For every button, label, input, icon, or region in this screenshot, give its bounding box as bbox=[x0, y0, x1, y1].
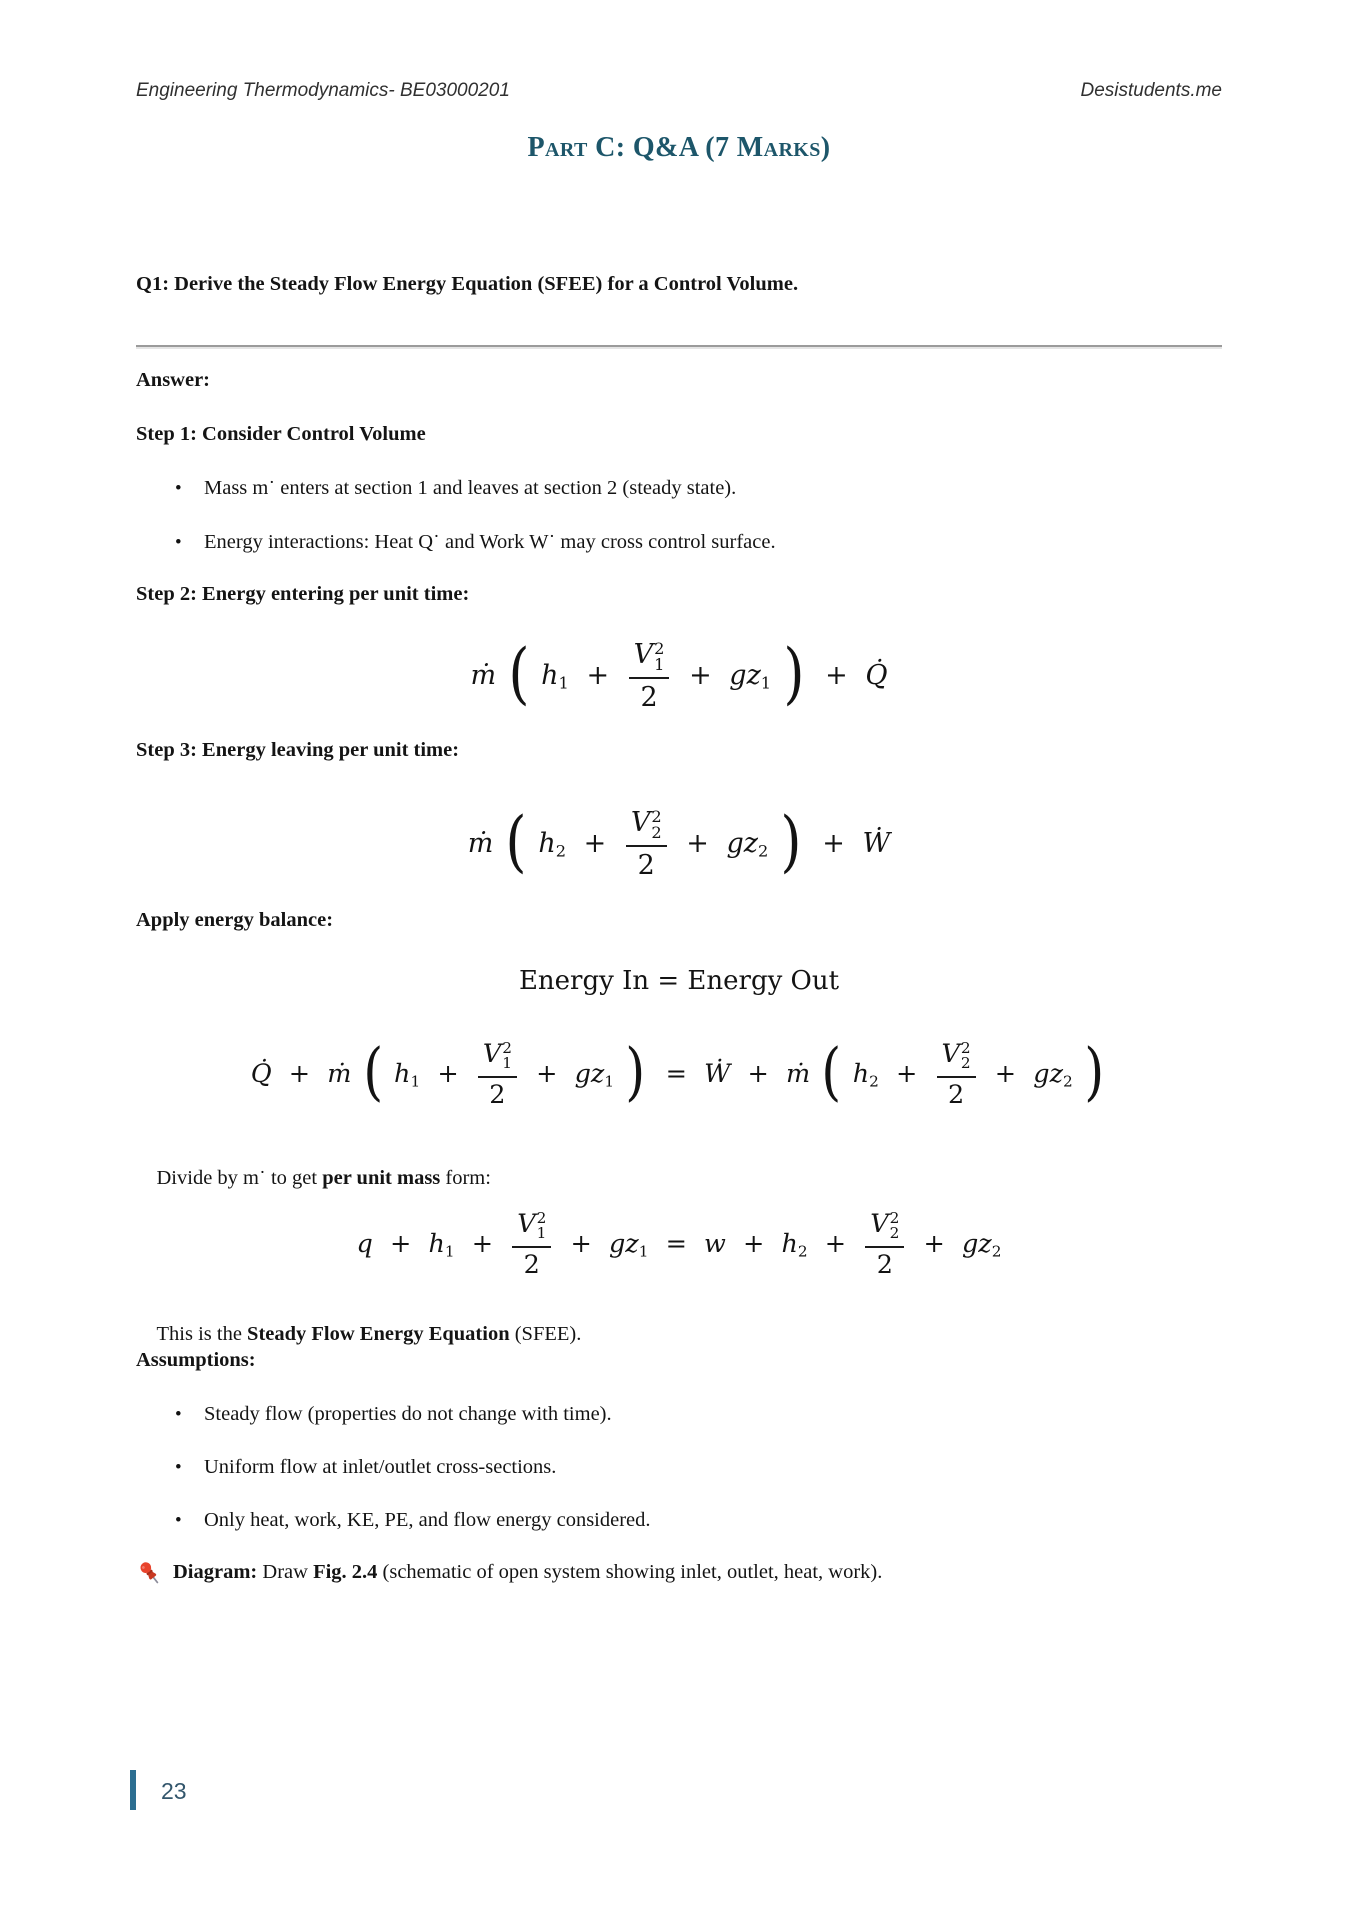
bullet-text: Steady flow (properties do not change with time). bbox=[204, 1403, 612, 1425]
math-operator: + bbox=[822, 828, 845, 859]
fraction bbox=[937, 1040, 976, 1110]
math-symbol: w bbox=[704, 1229, 726, 1259]
fraction bbox=[626, 807, 667, 881]
fraction bbox=[512, 1210, 551, 1280]
math-operator: + bbox=[742, 1229, 765, 1259]
apply-balance-heading: Apply energy balance: bbox=[136, 909, 334, 931]
math-subscript: 1 bbox=[638, 1242, 649, 1261]
math-subscript: 1 bbox=[604, 1072, 615, 1091]
horizontal-divider bbox=[136, 345, 1222, 347]
question-heading: Q1: Derive the Steady Flow Energy Equation (SFEE) for a Control Volume. bbox=[136, 273, 799, 295]
math-symbol: gz bbox=[726, 828, 758, 859]
fraction-numerator bbox=[629, 639, 670, 679]
footer-accent-bar bbox=[130, 1770, 136, 1810]
math-symbol: gz bbox=[1033, 1059, 1064, 1089]
energy-in-out-line: Energy In = Energy Out bbox=[518, 966, 840, 996]
math-superscript: 2 bbox=[536, 1209, 547, 1228]
fraction-denominator: 2 bbox=[947, 1079, 965, 1110]
math-symbol: V bbox=[482, 1038, 502, 1069]
math-symbol: q bbox=[356, 1229, 373, 1259]
math-operator: + bbox=[994, 1059, 1017, 1089]
math-symbol: gz bbox=[608, 1229, 639, 1259]
math-operator: + bbox=[389, 1229, 412, 1259]
diagram-post: (schematic of open system showing inlet, outlet, heat, work). bbox=[377, 1561, 883, 1583]
math-symbol: Q̇ bbox=[865, 660, 888, 691]
math-operator: + bbox=[747, 1059, 769, 1089]
sfee-pre: This is the bbox=[156, 1323, 248, 1345]
fraction bbox=[865, 1210, 904, 1280]
math-operator: + bbox=[583, 828, 607, 859]
math-subscript: 2 bbox=[869, 1072, 879, 1091]
math-symbol: gz bbox=[961, 1229, 992, 1259]
answer-label: Answer: bbox=[136, 369, 211, 391]
list-item bbox=[136, 474, 1222, 503]
math-symbol: h bbox=[781, 1229, 798, 1259]
math-symbol: h bbox=[394, 1059, 411, 1089]
list-item bbox=[136, 1400, 1222, 1429]
pushpin-icon bbox=[136, 1559, 164, 1587]
divide-line-bold: per unit mass bbox=[322, 1167, 441, 1189]
fraction-denominator: 2 bbox=[876, 1249, 893, 1280]
math-superscript: 2 bbox=[654, 639, 665, 659]
bullet-icon: • bbox=[175, 532, 182, 553]
math-subscript: 2 bbox=[757, 841, 769, 861]
math-symbol: h bbox=[538, 828, 556, 859]
step2-heading: Step 2: Energy entering per unit time: bbox=[136, 583, 470, 605]
math-subscript: 1 bbox=[502, 1054, 512, 1073]
step3-heading: Step 3: Energy leaving per unit time: bbox=[136, 739, 460, 761]
list-item bbox=[136, 528, 1222, 557]
diagram-label: Diagram: bbox=[173, 1561, 258, 1583]
fraction bbox=[478, 1040, 517, 1110]
divide-line-post: form: bbox=[440, 1167, 491, 1189]
diagram-note bbox=[136, 1558, 1222, 1587]
math-symbol: V bbox=[517, 1208, 536, 1239]
math-symbol: h bbox=[541, 660, 559, 691]
page-number: 23 bbox=[161, 1778, 187, 1804]
math-subscript: 1 bbox=[558, 673, 569, 693]
page-title: Part C: Q&A (7 Marks) bbox=[527, 132, 831, 163]
bullet-text: Mass m˙ enters at section 1 and leaves at section 2 (steady state). bbox=[204, 477, 737, 499]
math-subscript: 2 bbox=[651, 823, 662, 843]
math-operator: + bbox=[586, 660, 610, 691]
math-symbol: ṁ bbox=[467, 828, 494, 859]
math-symbol: ṁ bbox=[785, 1059, 811, 1089]
math-subscript: 1 bbox=[760, 673, 772, 693]
close-paren: ) bbox=[783, 634, 805, 712]
equation-energy-entering bbox=[136, 628, 1222, 724]
math-symbol: h bbox=[852, 1059, 870, 1089]
math-operator: + bbox=[689, 660, 712, 691]
math-operator: + bbox=[437, 1059, 459, 1089]
bullet-text: Uniform flow at inlet/outlet cross-sections. bbox=[204, 1456, 557, 1478]
fraction-denominator: 2 bbox=[523, 1249, 540, 1280]
diagram-text bbox=[173, 1558, 882, 1586]
math-subscript: 2 bbox=[960, 1054, 971, 1073]
fraction-denominator: 2 bbox=[489, 1079, 506, 1110]
math-symbol: h bbox=[428, 1229, 445, 1259]
bullet-icon: • bbox=[175, 1510, 182, 1531]
step1-heading: Step 1: Consider Control Volume bbox=[136, 423, 426, 445]
math-supsub bbox=[890, 1211, 900, 1242]
open-paren: ( bbox=[821, 1035, 842, 1109]
fraction-numerator bbox=[478, 1040, 517, 1078]
math-operator: + bbox=[896, 1059, 918, 1089]
bullet-icon: • bbox=[175, 1457, 182, 1478]
math-subscript: 1 bbox=[410, 1072, 421, 1091]
math-supsub bbox=[537, 1211, 547, 1242]
math-operator: + bbox=[825, 660, 848, 691]
math-symbol: Ẇ bbox=[862, 828, 891, 859]
open-paren: ( bbox=[362, 1035, 383, 1109]
assumptions-heading: Assumptions: bbox=[136, 1349, 256, 1371]
math-symbol: Q̇ bbox=[250, 1059, 272, 1089]
sfee-statement bbox=[136, 1292, 1222, 1376]
math-operator: + bbox=[686, 828, 709, 859]
close-paren: ) bbox=[780, 802, 802, 880]
math-supsub bbox=[961, 1041, 971, 1072]
sfee-bold: Steady Flow Energy Equation bbox=[247, 1323, 510, 1345]
fraction-denominator: 2 bbox=[640, 682, 658, 714]
equation-energy-balance bbox=[136, 1026, 1222, 1122]
equation-per-unit-mass bbox=[136, 1196, 1222, 1292]
open-paren: ( bbox=[508, 634, 530, 712]
math-superscript: 2 bbox=[502, 1039, 512, 1058]
math-subscript: 2 bbox=[991, 1242, 1002, 1261]
math-supsub bbox=[502, 1041, 512, 1072]
math-symbol: gz bbox=[574, 1059, 605, 1089]
math-subscript: 2 bbox=[555, 841, 567, 861]
math-symbol: gz bbox=[729, 660, 761, 691]
math-operator: + bbox=[288, 1059, 311, 1089]
math-operator: + bbox=[570, 1229, 592, 1259]
divide-line-pre: Divide by m˙ to get bbox=[156, 1167, 323, 1189]
math-operator: + bbox=[923, 1229, 945, 1259]
diagram-fig-ref: Fig. 2.4 bbox=[313, 1561, 378, 1583]
fraction-numerator bbox=[626, 807, 667, 847]
bullet-icon: • bbox=[175, 1404, 182, 1425]
math-operator: + bbox=[536, 1059, 558, 1089]
equation-energy-leaving bbox=[136, 796, 1222, 892]
math-supsub bbox=[654, 641, 664, 673]
fraction-numerator bbox=[937, 1040, 976, 1078]
math-symbol: ṁ bbox=[327, 1059, 352, 1089]
close-paren: ) bbox=[1084, 1035, 1105, 1109]
math-operator: = bbox=[665, 1229, 687, 1259]
close-paren: ) bbox=[625, 1035, 646, 1109]
math-subscript: 1 bbox=[444, 1242, 455, 1261]
math-operator: + bbox=[471, 1229, 494, 1259]
list-item bbox=[136, 1453, 1222, 1482]
math-subscript: 1 bbox=[654, 655, 665, 675]
math-symbol: ṁ bbox=[470, 660, 497, 691]
bullet-text: Energy interactions: Heat Q˙ and Work W˙ may cross control surface. bbox=[204, 531, 776, 553]
open-paren: ( bbox=[505, 802, 527, 880]
fraction bbox=[629, 639, 670, 713]
math-symbol: V bbox=[870, 1208, 889, 1239]
list-item bbox=[136, 1506, 1222, 1535]
math-symbol: Ẇ bbox=[704, 1059, 731, 1089]
math-subscript: 2 bbox=[889, 1224, 900, 1243]
math-operator: = bbox=[665, 1059, 688, 1089]
math-supsub bbox=[651, 809, 661, 841]
math-superscript: 2 bbox=[960, 1039, 971, 1058]
math-subscript: 2 bbox=[1063, 1072, 1073, 1091]
diagram-pre: Draw bbox=[257, 1561, 314, 1583]
header-course-title: Engineering Thermodynamics- BE03000201 bbox=[136, 80, 510, 101]
fraction-denominator: 2 bbox=[637, 850, 655, 882]
math-symbol: V bbox=[941, 1038, 960, 1069]
math-operator: + bbox=[824, 1229, 847, 1259]
math-symbol: V bbox=[630, 807, 651, 839]
math-subscript: 1 bbox=[536, 1224, 547, 1243]
fraction-numerator bbox=[512, 1210, 551, 1248]
fraction-numerator bbox=[865, 1210, 904, 1248]
bullet-icon: • bbox=[175, 478, 182, 499]
header-site-name: Desistudents.me bbox=[1080, 80, 1222, 101]
sfee-post: (SFEE). bbox=[509, 1323, 582, 1345]
math-symbol: V bbox=[633, 639, 654, 671]
math-superscript: 2 bbox=[889, 1209, 900, 1228]
page-header bbox=[136, 80, 1222, 102]
bullet-text: Only heat, work, KE, PE, and flow energy considered. bbox=[204, 1509, 651, 1531]
math-superscript: 2 bbox=[651, 807, 662, 827]
math-subscript: 2 bbox=[797, 1242, 808, 1261]
